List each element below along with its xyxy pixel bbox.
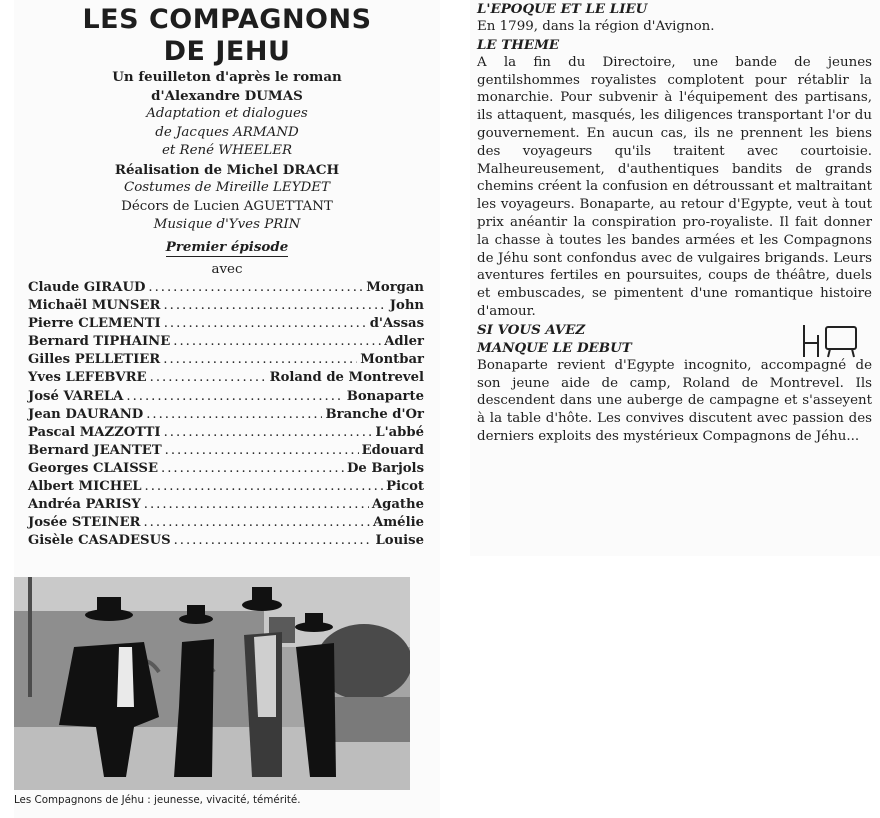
adaptation-line: et René WHEELER bbox=[161, 143, 293, 158]
credits-block bbox=[14, 68, 440, 257]
cast-role: Roland de Montrevel bbox=[269, 370, 424, 386]
cast-row bbox=[28, 496, 424, 514]
chair-tv-icon bbox=[798, 321, 860, 359]
adaptation-line: de Jacques ARMAND bbox=[155, 124, 299, 140]
cast-leader-dots bbox=[143, 514, 370, 532]
cast-row bbox=[28, 279, 424, 297]
cast-actor: Bernard TIPHAINE bbox=[28, 334, 171, 350]
cast-role: Montbar bbox=[360, 352, 424, 368]
cast-actor: José VARELA bbox=[28, 388, 124, 404]
debut-text: Bonaparte revient d'Egypte incognito, accompagné de son jeune aide de camp, Roland de Montrevel. Ils descendent dans une auberge de campagne et s'asseyent à la table d'hôte. Les convives discutent avec passion des derniers exploits des mystérieux Compagnons de Jéhu... bbox=[477, 357, 872, 444]
cast-role: Picot bbox=[386, 479, 424, 495]
cast-role: Louise bbox=[375, 533, 424, 549]
cast-role: Branche d'Or bbox=[325, 406, 424, 422]
epoque-text: En 1799, dans la région d'Avignon. bbox=[477, 19, 715, 34]
cast-leader-dots bbox=[164, 315, 367, 333]
cast-role: Agathe bbox=[371, 497, 424, 513]
cast-row bbox=[28, 406, 424, 424]
cast-leader-dots bbox=[146, 406, 322, 424]
cast-actor: Georges CLAISSE bbox=[28, 460, 159, 476]
cast-leader-dots bbox=[145, 478, 384, 496]
cast-row bbox=[28, 460, 424, 478]
cast-role: d'Assas bbox=[369, 316, 424, 332]
theme-text: A la fin du Directoire, une bande de jeunes gentilshommes royalistes complotent pour rétablir la monarchie. Pour subvenir à l'équipement des partisans, ils attaquent, masqués, les diligences transportant l'or du gouvernement. En aucun cas, ils ne prennent les biens des voyageurs qu'ils traitent avec courtoisie. Malheureusement, d'authentiques bandits de grands chemins créent la confusion en détroussant et maltraitant les voyageurs. Bonaparte, au retour d'Egypte, veut à tout prix anéantir la conspiration pro-royaliste. Il fait donner la chasse à toutes les bandes armées et les Compagnons de Jéhu sont confondus avec de vulgaires brigands. Leurs aventures fertiles en poursuites, coups de théâtre, duels et embuscades, se pimentent d'une romantique histoire d'amour. bbox=[477, 54, 872, 319]
adaptation-line: Adaptation et dialogues bbox=[146, 106, 308, 121]
cast-actor: Yves LEFEBVRE bbox=[28, 370, 147, 386]
cast-row bbox=[28, 388, 424, 406]
decors-credit: Décors de Lucien AGUETTANT bbox=[121, 198, 333, 214]
cast-row bbox=[28, 333, 424, 351]
cast-leader-dots bbox=[174, 532, 373, 550]
cast-actor: Michaël MUNSER bbox=[28, 298, 161, 314]
musique-credit: Musique d'Yves PRIN bbox=[153, 217, 301, 232]
cast-actor: Jean DAURAND bbox=[28, 406, 144, 422]
epoque-heading: L'EPOQUE ET LE LIEU bbox=[477, 1, 648, 17]
cast-role: De Barjols bbox=[346, 460, 424, 476]
cast-leader-dots bbox=[173, 333, 381, 351]
article-body bbox=[470, 0, 880, 446]
cast-leader-dots bbox=[150, 369, 267, 387]
cast-leader-dots bbox=[126, 388, 343, 406]
cast-leader-dots bbox=[163, 297, 386, 315]
cast-role: Morgan bbox=[366, 280, 424, 295]
cast-leader-dots bbox=[164, 424, 373, 442]
right-column bbox=[470, 0, 880, 556]
cast-actor: Andréa PARISY bbox=[28, 497, 141, 513]
program-title: LES COMPAGNONS DE JEHU bbox=[82, 4, 372, 67]
debut-heading: MANQUE LE DEBUT bbox=[477, 339, 632, 356]
debut-heading-block bbox=[477, 321, 872, 357]
cast-row bbox=[28, 442, 424, 460]
cast-actor: Albert MICHEL bbox=[28, 479, 142, 495]
avec-label: avec bbox=[211, 262, 243, 277]
photo-illustration bbox=[14, 577, 410, 790]
cast-row bbox=[28, 424, 424, 442]
cast-actor: Claude GIRAUD bbox=[28, 280, 146, 295]
cast-role: Edouard bbox=[361, 442, 424, 458]
cast-role: L'abbé bbox=[375, 424, 424, 440]
cast-actor: Gilles PELLETIER bbox=[28, 352, 161, 368]
episode-label: Premier épisode bbox=[165, 238, 289, 255]
cast-role: John bbox=[389, 298, 424, 314]
cast-row bbox=[28, 514, 424, 532]
cast-role: Amélie bbox=[373, 515, 424, 531]
cast-leader-dots bbox=[163, 351, 357, 369]
cast-role: Bonaparte bbox=[346, 388, 424, 404]
cast-role: Adler bbox=[384, 334, 424, 350]
cast-row bbox=[28, 478, 424, 496]
cast-leader-dots bbox=[161, 460, 344, 478]
cast-list bbox=[28, 279, 424, 550]
cast-row bbox=[28, 532, 424, 550]
costumes-credit: Costumes de Mireille LEYDET bbox=[124, 180, 330, 195]
cast-actor: Pierre CLEMENTI bbox=[28, 316, 161, 332]
cast-actor: Pascal MAZZOTTI bbox=[28, 424, 161, 440]
subtitle-line: Un feuilleton d'après le roman bbox=[112, 69, 342, 85]
photo-caption: Les Compagnons de Jéhu : jeunesse, vivacité, témérité. bbox=[14, 794, 301, 806]
debut-heading: SI VOUS AVEZ bbox=[477, 321, 586, 338]
cast-row bbox=[28, 351, 424, 369]
cast-leader-dots bbox=[165, 442, 359, 460]
theme-heading: LE THEME bbox=[477, 36, 560, 53]
cast-row bbox=[28, 297, 424, 315]
realisation-credit: Réalisation de Michel DRACH bbox=[114, 161, 340, 178]
episode-photo bbox=[14, 577, 410, 790]
cast-leader-dots bbox=[148, 279, 363, 297]
subtitle-author: d'Alexandre DUMAS bbox=[151, 87, 303, 104]
cast-actor: Bernard JEANTET bbox=[28, 442, 162, 458]
cast-actor: Josée STEINER bbox=[28, 515, 141, 531]
cast-actor: Gisèle CASADESUS bbox=[28, 533, 171, 549]
cast-row bbox=[28, 315, 424, 333]
cast-row bbox=[28, 369, 424, 387]
cast-leader-dots bbox=[144, 496, 369, 514]
